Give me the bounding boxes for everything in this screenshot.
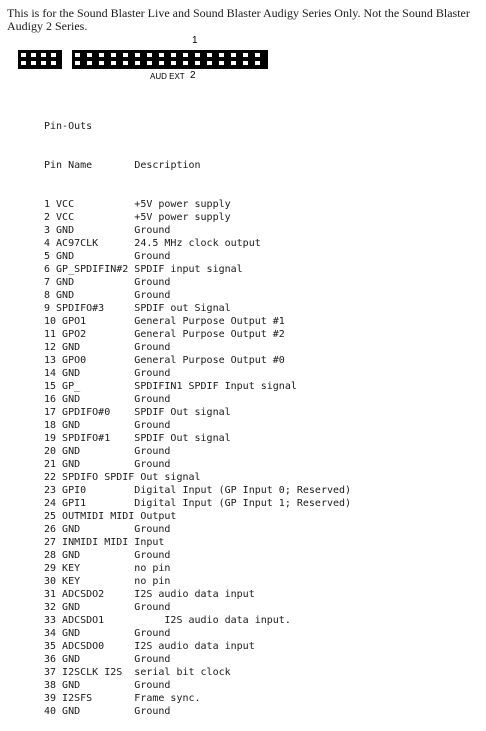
pin-row: 17 GPDIFO#0 SPDIF Out signal <box>44 407 231 418</box>
header-pin <box>135 61 140 65</box>
connector-block-left <box>18 50 62 69</box>
pin-row: 22 SPDIFO SPDIF Out signal <box>44 472 201 483</box>
header-pin <box>219 61 224 65</box>
header-pin <box>99 61 104 65</box>
pin-row: 27 INMIDI MIDI Input <box>44 537 165 548</box>
header-pin <box>183 53 188 57</box>
header-pin <box>159 61 164 65</box>
header-pin <box>41 61 46 65</box>
header-pin <box>255 61 260 65</box>
header-pin <box>135 53 140 57</box>
connector-label: AUD EXT <box>150 72 185 81</box>
pin-row: 14 GND Ground <box>44 368 171 379</box>
pin-row: 24 GPI1 Digital Input (GP Input 1; Reserved) <box>44 498 352 509</box>
header-pin <box>255 53 260 57</box>
pin-row: 10 GPO1 General Purpose Output #1 <box>44 316 285 327</box>
header-pin <box>171 53 176 57</box>
pin-row: 6 GP_SPDIFIN#2 SPDIF input signal <box>44 264 243 275</box>
header-pin <box>147 61 152 65</box>
connector-header-diagram <box>0 0 486 90</box>
pin-row: 39 I2SFS Frame sync. <box>44 693 201 704</box>
pin-row: 12 GND Ground <box>44 342 171 353</box>
header-pin <box>75 61 80 65</box>
pin-row: 2 VCC +5V power supply <box>44 212 231 223</box>
pin-row: 28 GND Ground <box>44 550 171 561</box>
pin-one-label: 1 <box>192 35 198 46</box>
header-pin <box>123 61 128 65</box>
pin-row: 4 AC97CLK 24.5 MHz clock output <box>44 238 261 249</box>
header-pin <box>51 53 56 57</box>
pin-row: 7 GND Ground <box>44 277 171 288</box>
pin-row: 11 GPO2 General Purpose Output #2 <box>44 329 285 340</box>
pin-row: 29 KEY no pin <box>44 563 171 574</box>
header-pin <box>87 61 92 65</box>
pin-row: 40 GND Ground <box>44 706 171 717</box>
pin-row: 13 GPO0 General Purpose Output #0 <box>44 355 285 366</box>
header-pin <box>171 61 176 65</box>
header-pin <box>41 53 46 57</box>
pin-row: 25 OUTMIDI MIDI Output <box>44 511 177 522</box>
header-pin <box>183 61 188 65</box>
pinout-column-headers <box>44 159 351 172</box>
header-pin <box>243 53 248 57</box>
pin-row: 38 GND Ground <box>44 680 171 691</box>
header-pin <box>21 53 26 57</box>
header-pin <box>111 61 116 65</box>
pinout-title: Pin-Outs <box>44 121 93 132</box>
header-pin <box>207 61 212 65</box>
header-pin <box>31 53 36 57</box>
pin-row: 34 GND Ground <box>44 628 171 639</box>
header-pin <box>219 53 224 57</box>
header-pin <box>75 53 80 57</box>
header-pin <box>31 61 36 65</box>
intro-text: This is for the Sound Blaster Live and Sound Blaster Audigy Series Only. Not the Sound Blaster Audigy 2 Series. <box>7 6 470 33</box>
pin-row: 21 GND Ground <box>44 459 171 470</box>
pin-row: 32 GND Ground <box>44 602 171 613</box>
pin-row: 30 KEY no pin <box>44 576 171 587</box>
header-pin <box>207 53 212 57</box>
header-pin <box>51 61 56 65</box>
header-pin <box>195 53 200 57</box>
header-pin <box>87 53 92 57</box>
header-pin <box>111 53 116 57</box>
pin-two-label: 2 <box>190 70 196 81</box>
pin-row: 37 I2SCLK I2S serial bit clock <box>44 667 231 678</box>
pin-row: 1 VCC +5V power supply <box>44 199 231 210</box>
header-pin <box>231 53 236 57</box>
pin-row: 23 GPI0 Digital Input (GP Input 0; Reserved) <box>44 485 352 496</box>
header-pin <box>147 53 152 57</box>
col-header-desc: Description <box>134 160 201 171</box>
pin-row: 26 GND Ground <box>44 524 171 535</box>
pin-row: 20 GND Ground <box>44 446 171 457</box>
pin-row: 15 GP_ SPDIFIN1 SPDIF Input signal <box>44 381 297 392</box>
pin-row: 31 ADCSDO2 I2S audio data input <box>44 589 255 600</box>
pin-row: 36 GND Ground <box>44 654 171 665</box>
header-pin <box>231 61 236 65</box>
header-pin <box>159 53 164 57</box>
header-pin <box>123 53 128 57</box>
pin-rows <box>44 198 351 718</box>
pin-row: 33 ADCSDO1 I2S audio data input. <box>44 615 291 626</box>
connector-block-right <box>72 50 268 69</box>
pinout-table <box>44 94 351 731</box>
pin-row: 3 GND Ground <box>44 225 171 236</box>
header-pin <box>21 61 26 65</box>
header-pin <box>243 61 248 65</box>
pin-row: 19 SPDIFO#1 SPDIF Out signal <box>44 433 231 444</box>
pin-row: 35 ADCSDO0 I2S audio data input <box>44 641 255 652</box>
pin-row: 8 GND Ground <box>44 290 171 301</box>
pin-row: 18 GND Ground <box>44 420 171 431</box>
col-header-name: Pin Name <box>44 160 93 171</box>
header-pin <box>99 53 104 57</box>
pin-row: 16 GND Ground <box>44 394 171 405</box>
pin-row: 9 SPDIFO#3 SPDIF out Signal <box>44 303 231 314</box>
pin-row: 5 GND Ground <box>44 251 171 262</box>
header-pin <box>195 61 200 65</box>
